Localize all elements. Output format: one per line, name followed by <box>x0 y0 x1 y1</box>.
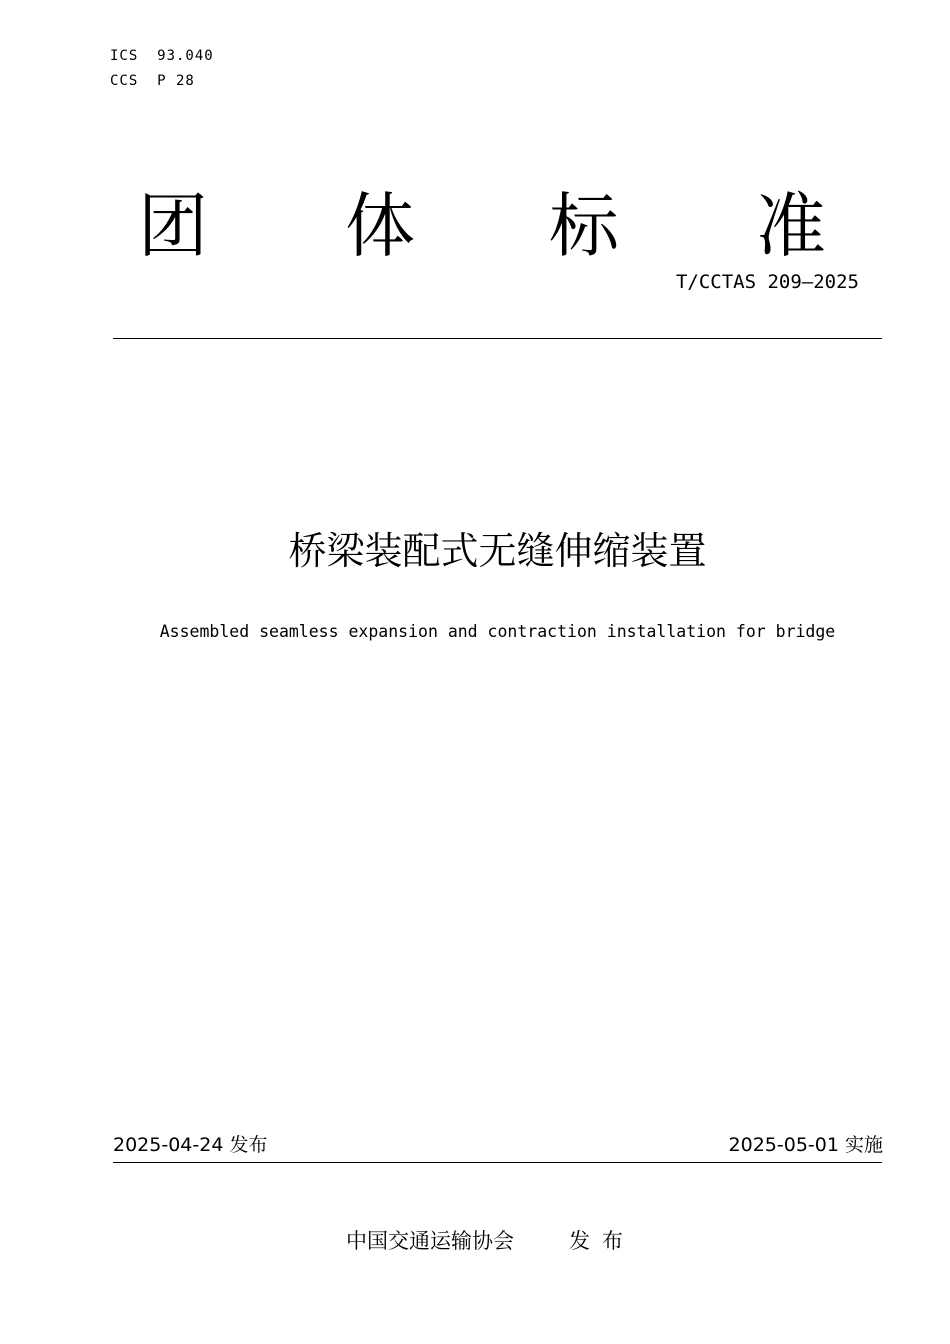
document-type-heading <box>138 186 828 266</box>
ccs-code: CCS P 28 <box>110 73 195 89</box>
issue-date: 2025-04-24 发布 <box>113 1134 268 1156</box>
document-title-chinese: 桥梁装配式无缝伸缩装置 <box>288 529 707 573</box>
document-type-char: 准 <box>756 185 826 267</box>
document-type-char: 体 <box>345 185 415 267</box>
publisher-name: 中国交通运输协会 <box>346 1229 514 1253</box>
top-divider <box>113 338 882 339</box>
implementation-date: 2025-05-01 实施 <box>728 1134 883 1156</box>
document-type-char: 团 <box>138 185 208 267</box>
standard-number: T/CCTAS 209—2025 <box>675 271 859 293</box>
publish-label: 发布 <box>569 1229 635 1253</box>
ics-code: ICS 93.040 <box>110 48 214 64</box>
bottom-divider <box>113 1162 882 1163</box>
document-title-english: Assembled seamless expansion and contraction installation for bridge <box>159 622 836 641</box>
document-type-char: 标 <box>549 185 619 267</box>
